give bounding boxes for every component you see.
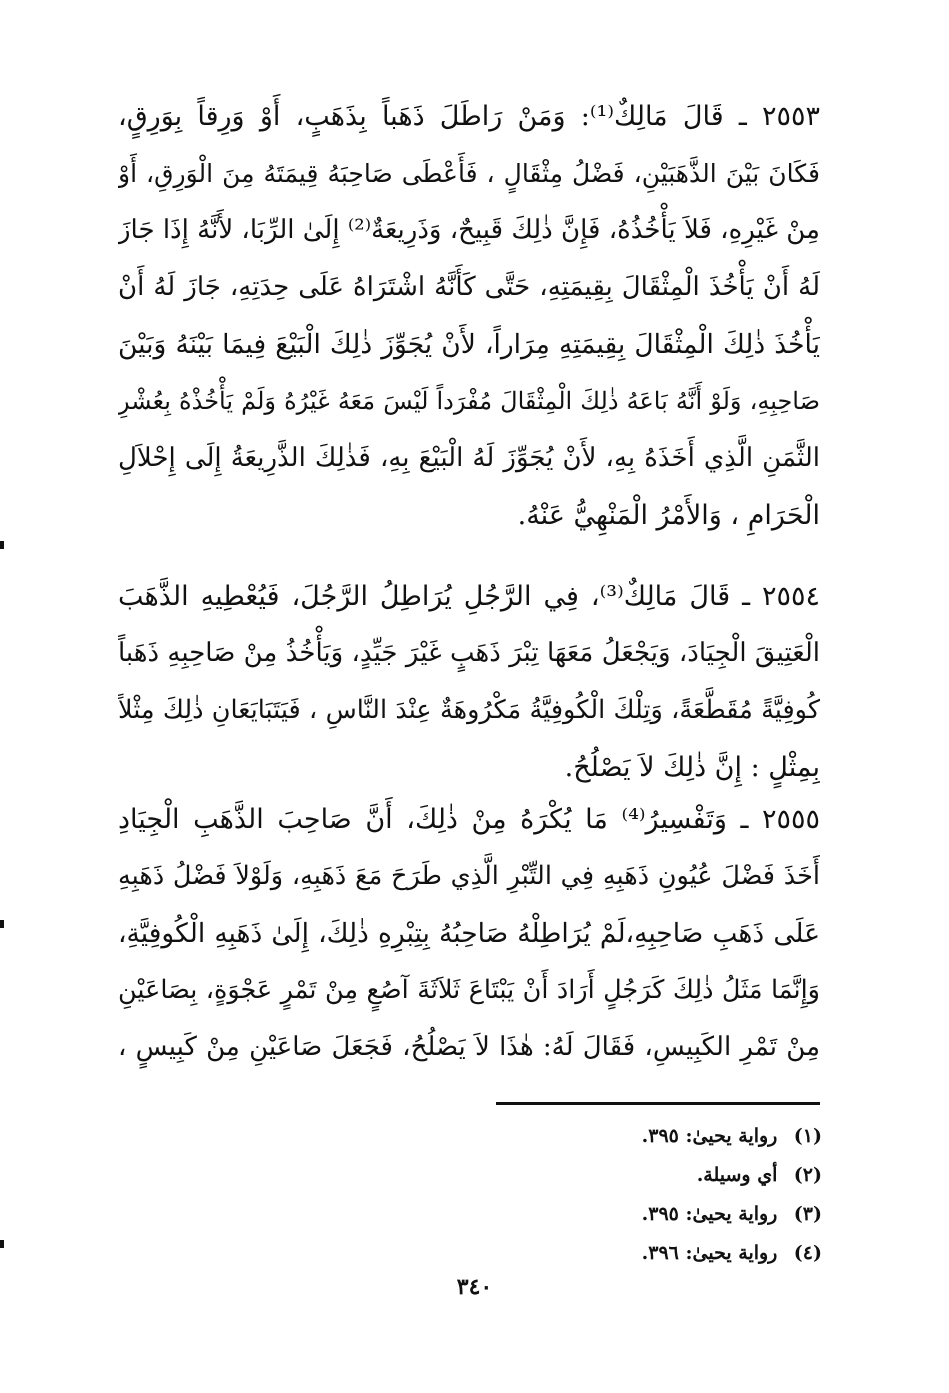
- margin-mark: [0, 541, 4, 549]
- footnote-marker: (٤): [793, 1242, 822, 1264]
- footnotes: [430, 1117, 822, 1273]
- footnote-marker: (٣): [793, 1203, 822, 1225]
- text-line: عَلَى ذَهَبِ صَاحِبِهِ،لَمْ يُرَاطِلْهُ صَاحِبُهُ بِتِبْرِهِ ذٰلِكَ، إِلَىٰ ذَهَبِهِ الْكُوفِيَّةِ،: [118, 918, 820, 949]
- text-line: ٢٥٥٥ ـ وَتَفْسِيرُ⁽⁴⁾ مَا يُكْرَهُ مِنْ ذٰلِكَ، أَنَّ صَاحِبَ الذَّهَبِ الْجِيَادِ: [118, 804, 820, 835]
- footnote-separator: [496, 1102, 820, 1105]
- footnote-text: أي وسيلة.: [696, 1164, 778, 1186]
- text-line: كُوفِيَّةً مُقَطَّعَةً، وَتِلْكَ الْكُوفِيَّةُ مَكْرُوهَةٌ عِنْدَ النَّاسِ ، فَيَتَبَايَعَانِ ذٰلِكَ مِثْلاً: [118, 695, 820, 725]
- paragraph-2553: [118, 88, 820, 544]
- footnote-1: [430, 1117, 822, 1156]
- footnote-text: رواية يحيىٰ: ٣٩٥.: [641, 1203, 778, 1225]
- text-line: بِمِثْلٍ : إِنَّ ذٰلِكَ لاَ يَصْلُحُ.: [564, 752, 820, 783]
- margin-mark: [0, 1240, 4, 1248]
- text-line: مِنْ تَمْرِ الكَبِيسِ، فَقَالَ لَهُ: هٰذَا لاَ يَصْلُحُ، فَجَعَلَ صَاعَيْنِ مِنْ كَبِيسٍ ،: [118, 1032, 820, 1062]
- paragraph-2555: [118, 791, 820, 1076]
- text-line: مِنْ غَيْرِهِ، فَلاَ يَأْخُذُهُ، فَإِنَّ ذٰلِكَ قَبِيحٌ، وَذَرِيعَةٌ⁽²⁾ إِلَىٰ الرِّبَا، لأَنَّهُ إِذَا جَازَ: [118, 215, 820, 245]
- footnote-text: رواية يحيىٰ: ٣٩٦.: [641, 1242, 778, 1264]
- page-number: ٣٤٠: [456, 1274, 493, 1300]
- text-line: صَاحِبِهِ، وَلَوْ أَنَّهُ بَاعَهُ ذٰلِكَ الْمِثْقَالَ مُفْرَداً لَيْسَ مَعَهُ غَيْرُهُ وَلَمْ يَأْخُذْهُ بِعُشْرِ: [118, 387, 820, 415]
- footnote-3: [430, 1195, 822, 1234]
- text-line: الثَّمَنِ الَّذِي أَخَذَهُ بِهِ، لأَنْ يُجَوِّزَ لَهُ الْبَيْعَ بِهِ، فَذٰلِكَ الذَّرِيعَةُ إِلَى إِحْلاَلِ: [118, 443, 820, 473]
- footnote-marker: (١): [793, 1125, 822, 1147]
- margin-mark: [0, 920, 4, 928]
- text-line: الْعَتِيقَ الْجِيَادَ، وَيَجْعَلُ مَعَهَا تِبْرَ ذَهَبٍ غَيْرَ جَيِّدٍ، وَيَأْخُذُ مِنْ صَاحِبِهِ ذَهَباً: [118, 638, 820, 668]
- text-line: لَهُ أَنْ يَأْخُذَ الْمِثْقَالَ بِقِيمَتِهِ، حَتَّى كَأَنَّهُ اشْتَرَاهُ عَلَى حِدَتِهِ، جَازَ لَهُ أَنْ: [118, 272, 820, 302]
- footnote-4: [430, 1234, 822, 1273]
- footnote-text: رواية يحيىٰ: ٣٩٥.: [641, 1125, 778, 1147]
- text-line: فَكَانَ بَيْنَ الذَّهَبَيْنِ، فَضْلُ مِثْقَالٍ ، فَأَعْطَى صَاحِبَهُ قِيمَتَهُ مِنَ الْوَرِقِ، أَوْ: [118, 159, 820, 188]
- footnote-marker: (٢): [793, 1164, 822, 1186]
- text-line: وَإِنَّمَا مَثَلُ ذٰلِكَ كَرَجُلٍ أَرَادَ أَنْ يَبْتَاعَ ثَلاَثَةَ آصُعٍ مِنْ تَمْرٍ عَجْوَةٍ، بِصَاعَيْنِ: [118, 975, 820, 1005]
- text-line: الْحَرَامِ ، وَالأَمْرُ الْمَنْهِيُّ عَنْهُ.: [517, 500, 820, 531]
- text-line: ٢٥٥٣ ـ قَالَ مَالِكٌ⁽¹⁾: وَمَنْ رَاطَلَ ذَهَباً بِذَهَبٍ، أَوْ وَرِقاً بِوَرِقٍ،: [118, 101, 820, 132]
- text-line: ٢٥٥٤ ـ قَالَ مَالِكٌ⁽³⁾، فِي الرَّجُلِ يُرَاطِلُ الرَّجُلَ، فَيُعْطِيهِ الذَّهَبَ: [118, 581, 820, 612]
- text-line: أَخَذَ فَضْلَ عُيُونِ ذَهَبِهِ فِي التِّبْرِ الَّذِي طَرَحَ مَعَ ذَهَبِهِ، وَلَوْلاَ فَضْلُ ذَهَبِهِ: [118, 861, 820, 891]
- paragraph-2554: [118, 568, 820, 796]
- footnote-2: [430, 1156, 822, 1195]
- text-line: يَأْخُذَ ذٰلِكَ الْمِثْقَالَ بِقِيمَتِهِ مِرَاراً، لأَنْ يُجَوِّزَ ذٰلِكَ الْبَيْعَ فِيمَا بَيْنَهُ وَبَيْنَ: [118, 329, 820, 360]
